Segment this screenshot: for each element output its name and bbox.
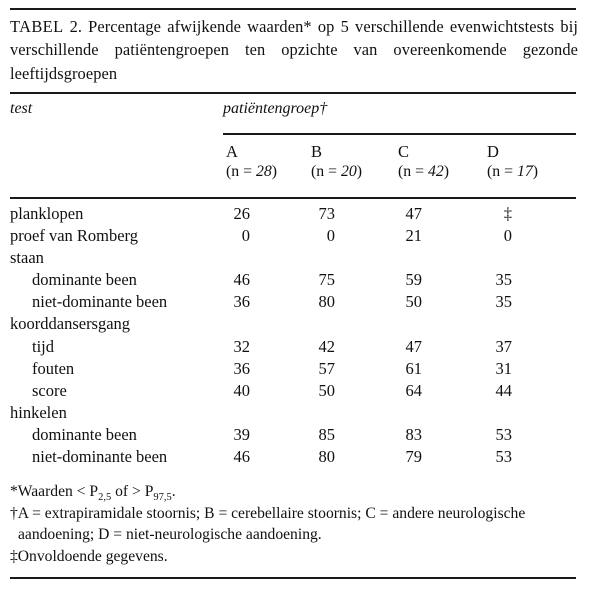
table-row xyxy=(10,203,576,225)
group-d-n-suffix: ) xyxy=(532,163,539,181)
footnote-doubledagger: ‡Onvoldoende gegevens. xyxy=(10,547,168,565)
cell-value-b: 0 xyxy=(326,226,335,246)
cell-value-c: 83 xyxy=(405,424,422,444)
table-row xyxy=(10,402,576,424)
row-values xyxy=(10,269,576,291)
group-b-n-suffix: ) xyxy=(356,163,363,181)
rule-bottom xyxy=(10,577,576,579)
column-header-group-b xyxy=(311,142,407,181)
group-b-letter: B xyxy=(311,142,323,161)
row-label: fouten xyxy=(32,358,75,378)
group-c-n-value: 42 xyxy=(427,163,444,181)
row-label: niet-dominante been xyxy=(32,292,168,312)
cell-value-a: 36 xyxy=(233,292,250,312)
row-label: hinkelen xyxy=(10,402,67,422)
cell-value-c: 59 xyxy=(405,270,422,290)
row-label: dominante been xyxy=(32,270,137,290)
table-row xyxy=(10,380,576,402)
cell-value-b: 50 xyxy=(318,380,335,400)
cell-value-b: 75 xyxy=(318,270,335,290)
row-label: staan xyxy=(10,248,44,268)
cell-value-b: 73 xyxy=(318,204,335,223)
table-row xyxy=(10,424,576,446)
row-label: proef van Romberg xyxy=(10,226,138,246)
table-row xyxy=(10,313,576,335)
cell-value-d: 44 xyxy=(495,380,512,400)
group-a-n xyxy=(226,162,322,181)
footnote-star-mid: of > P xyxy=(111,483,154,500)
column-header-group-spanner: patiëntengroep† xyxy=(223,100,328,117)
table-row xyxy=(10,358,576,380)
cell-value-b: 80 xyxy=(318,292,335,312)
table-row xyxy=(10,225,576,247)
column-header-test: test xyxy=(10,100,33,117)
row-label: score xyxy=(32,380,67,400)
cell-value-d: 31 xyxy=(495,358,512,378)
cell-value-b: 85 xyxy=(318,424,335,444)
group-b-n xyxy=(311,162,407,181)
caption-text: Percentage afwijkende waarden* op 5 verschillende evenwichtstests bij verschillende patiëntengroepen ten opzichte van overeenkomende gezonde leeftijdsgroepen xyxy=(10,17,579,83)
group-c-n-prefix: (n = xyxy=(398,163,428,181)
row-values xyxy=(10,336,576,358)
cell-value-a: 46 xyxy=(233,447,250,467)
table-body xyxy=(10,203,576,468)
group-c-n-suffix: ) xyxy=(443,163,450,181)
column-header-group-a xyxy=(226,142,322,181)
table-row xyxy=(10,291,576,313)
group-a-letter: A xyxy=(226,142,238,161)
cell-value-d: 53 xyxy=(495,424,512,444)
rule-header-top xyxy=(10,92,576,94)
group-a-n-value: 28 xyxy=(255,163,272,181)
row-values xyxy=(10,424,576,446)
group-c-n xyxy=(398,162,494,181)
rule-top xyxy=(10,8,576,10)
cell-value-d: ‡ xyxy=(503,204,512,223)
row-label: niet-dominante been xyxy=(32,447,168,467)
row-values xyxy=(10,380,576,402)
cell-value-c: 79 xyxy=(405,447,422,467)
footnote-star-pre: *Waarden < P xyxy=(10,483,99,500)
group-d-n xyxy=(487,162,583,181)
cell-value-a: 39 xyxy=(233,424,250,444)
cell-value-d: 35 xyxy=(495,270,512,290)
cell-value-d: 37 xyxy=(495,336,512,356)
row-values xyxy=(10,402,576,424)
group-d-letter: D xyxy=(487,142,499,161)
group-d-n-value: 17 xyxy=(516,163,533,181)
row-values xyxy=(10,446,576,468)
group-a-n-prefix: (n = xyxy=(226,163,256,181)
row-values xyxy=(10,313,576,335)
group-b-n-value: 20 xyxy=(340,163,357,181)
cell-value-a: 26 xyxy=(233,204,250,223)
footnote-dagger: †A = extrapiramidale stoornis; B = cerebellaire stoornis; C = andere neurologische aandoening; D = niet-neurologische aandoening. xyxy=(10,504,526,544)
cell-value-d: 35 xyxy=(495,292,512,312)
cell-value-c: 50 xyxy=(405,292,422,312)
footnote-star-sub2: 97,5 xyxy=(153,491,172,503)
cell-value-c: 21 xyxy=(405,226,422,246)
footnote-star xyxy=(10,481,578,503)
caption-tabel-label: TABEL xyxy=(10,17,64,36)
cell-value-a: 40 xyxy=(233,380,250,400)
row-values xyxy=(10,358,576,380)
table-row xyxy=(10,336,576,358)
cell-value-a: 36 xyxy=(233,358,250,378)
row-values xyxy=(10,225,576,247)
column-header-group-d xyxy=(487,142,583,181)
group-b-n-prefix: (n = xyxy=(311,163,341,181)
table-row xyxy=(10,247,576,269)
column-header-group-c xyxy=(398,142,494,181)
cell-value-a: 0 xyxy=(241,226,250,246)
cell-value-c: 47 xyxy=(405,204,422,223)
table-row xyxy=(10,269,576,291)
footnotes xyxy=(10,481,578,567)
cell-value-c: 64 xyxy=(405,380,422,400)
table-row xyxy=(10,446,576,468)
cell-value-b: 80 xyxy=(318,447,335,467)
cell-value-c: 47 xyxy=(405,336,422,356)
row-label: planklopen xyxy=(10,204,84,223)
group-a-n-suffix: ) xyxy=(271,163,278,181)
cell-value-b: 57 xyxy=(318,358,335,378)
cell-value-a: 32 xyxy=(233,336,250,356)
row-label: dominante been xyxy=(32,424,137,444)
cell-value-c: 61 xyxy=(405,358,422,378)
rule-header-bottom xyxy=(10,197,576,199)
footnote-star-sub1: 2,5 xyxy=(98,491,112,503)
footnote-star-end: . xyxy=(171,483,176,500)
cell-value-d: 0 xyxy=(503,226,512,246)
row-label: koorddansersgang xyxy=(10,314,131,334)
row-values xyxy=(10,291,576,313)
row-values xyxy=(10,247,576,269)
table-caption xyxy=(10,15,578,85)
group-c-letter: C xyxy=(398,142,410,161)
row-label: tijd xyxy=(32,336,55,356)
cell-value-d: 53 xyxy=(495,447,512,467)
group-d-n-prefix: (n = xyxy=(487,163,517,181)
rule-group-spanner xyxy=(223,133,576,135)
cell-value-a: 46 xyxy=(233,270,250,290)
row-values xyxy=(10,203,576,225)
caption-number: 2. xyxy=(69,17,82,36)
cell-value-b: 42 xyxy=(318,336,335,356)
